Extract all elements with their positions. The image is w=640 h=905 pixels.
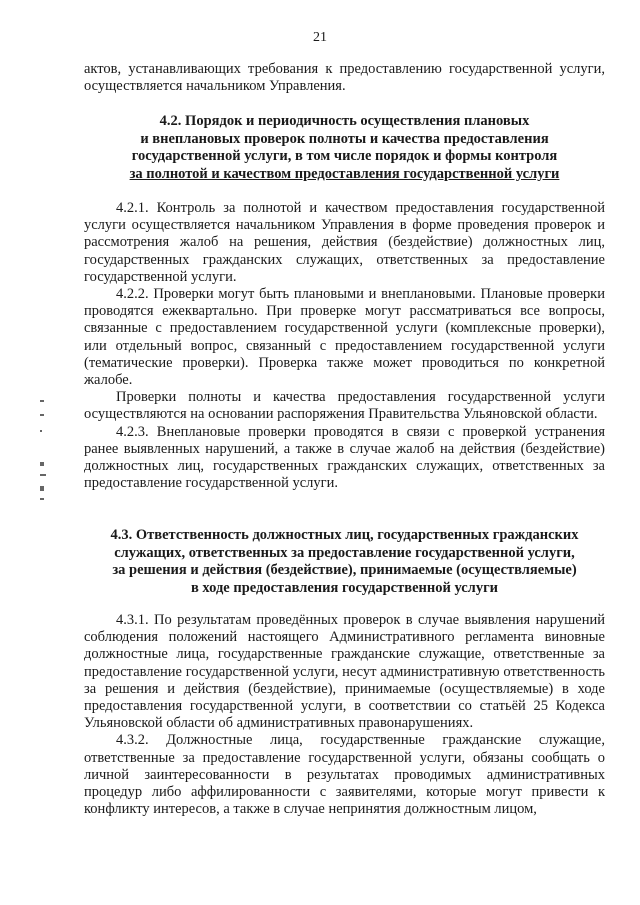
page-number: 21: [313, 30, 327, 45]
intro-text: [84, 61, 605, 95]
section-4-2-heading: [84, 113, 605, 183]
section-4-2-body: [84, 200, 605, 492]
paragraph-4-3-1: 4.3.1. По результатам проведённых проверок в случае выявления нарушений соблюдения положений настоящего Административного регламента виновные должностные лица, государственные гражданские служащие, ответственные за предоставление государственной услуги, несут административную ответственность за решения и действия (бездействие), принимаемые (осуществляемые) в ходе предоставления государственной услуги, в соответствии со статьёй 25 Кодекса Ульяновской области об административных правонарушениях.: [84, 612, 605, 732]
intro-paragraph: актов, устанавливающих требования к предоставлению государственной услуги, осуществляется начальником Управления.: [84, 61, 605, 95]
heading-line: и внеплановых проверок полноты и качества предоставления: [140, 130, 549, 147]
scan-artifact-marks: [38, 400, 48, 510]
paragraph-4-2-2: 4.2.2. Проверки могут быть плановыми и внеплановыми. Плановые проверки проводятся ежеквартально. При проверке могут рассматриваться все вопросы, связанные с предоставлением государственной услуги (комплексные проверки), или отдельный вопрос, связанный с предоставлением государственной услуги (тематические проверки). Проверка также может проводиться по конкретной жалобе.: [84, 286, 605, 389]
heading-line: государственной услуги, в том числе порядок и формы контроля: [131, 148, 558, 164]
heading-line: служащих, ответственных за предоставление государственной услуги,: [114, 544, 575, 561]
heading-line: за решения и действия (бездействие), принимаемые (осуществляемые): [112, 562, 577, 578]
paragraph-4-2-3: 4.2.3. Внеплановые проверки проводятся в связи с проверкой устранения ранее выявленных нарушений, а также в случае жалоб на действия (бездействие) должностных лиц, государственных гражданских служащих, ответственных за предоставление государственной услуги.: [84, 423, 605, 492]
section-4-3-body: [84, 612, 605, 818]
paragraph-4-3-2: 4.3.2. Должностные лица, государственные гражданские служащие, ответственные за предоставление государственной услуги, обязаны сообщать о личной заинтересованности в результатах проводимых административных процедур либо аффилированности с заявителями, которые могут привести к конфликту интересов, а также в случае непринятия должностным лицом,: [84, 732, 605, 818]
paragraph-4-2-1: 4.2.1. Контроль за полнотой и качеством предоставления государственной услуги осуществляется начальником Управления в форме проведения проверок и рассмотрения жалоб на решения, действия (бездействие) должностных лиц, государственных гражданских служащих, ответственных за предоставление государственной услуги.: [84, 200, 605, 285]
heading-line: за полнотой и качеством предоставления государственной услуги: [129, 165, 560, 182]
heading-line: в ходе предоставления государственной услуги: [190, 579, 499, 596]
section-4-3-heading: [84, 527, 605, 597]
heading-line: 4.2. Порядок и периодичность осуществления плановых: [159, 113, 530, 129]
paragraph-checks-basis: Проверки полноты и качества предоставления государственной услуги осуществляются на основании распоряжения Правительства Ульяновской области.: [84, 389, 605, 423]
heading-line: 4.3. Ответственность должностных лиц, государственных гражданских: [110, 527, 579, 543]
